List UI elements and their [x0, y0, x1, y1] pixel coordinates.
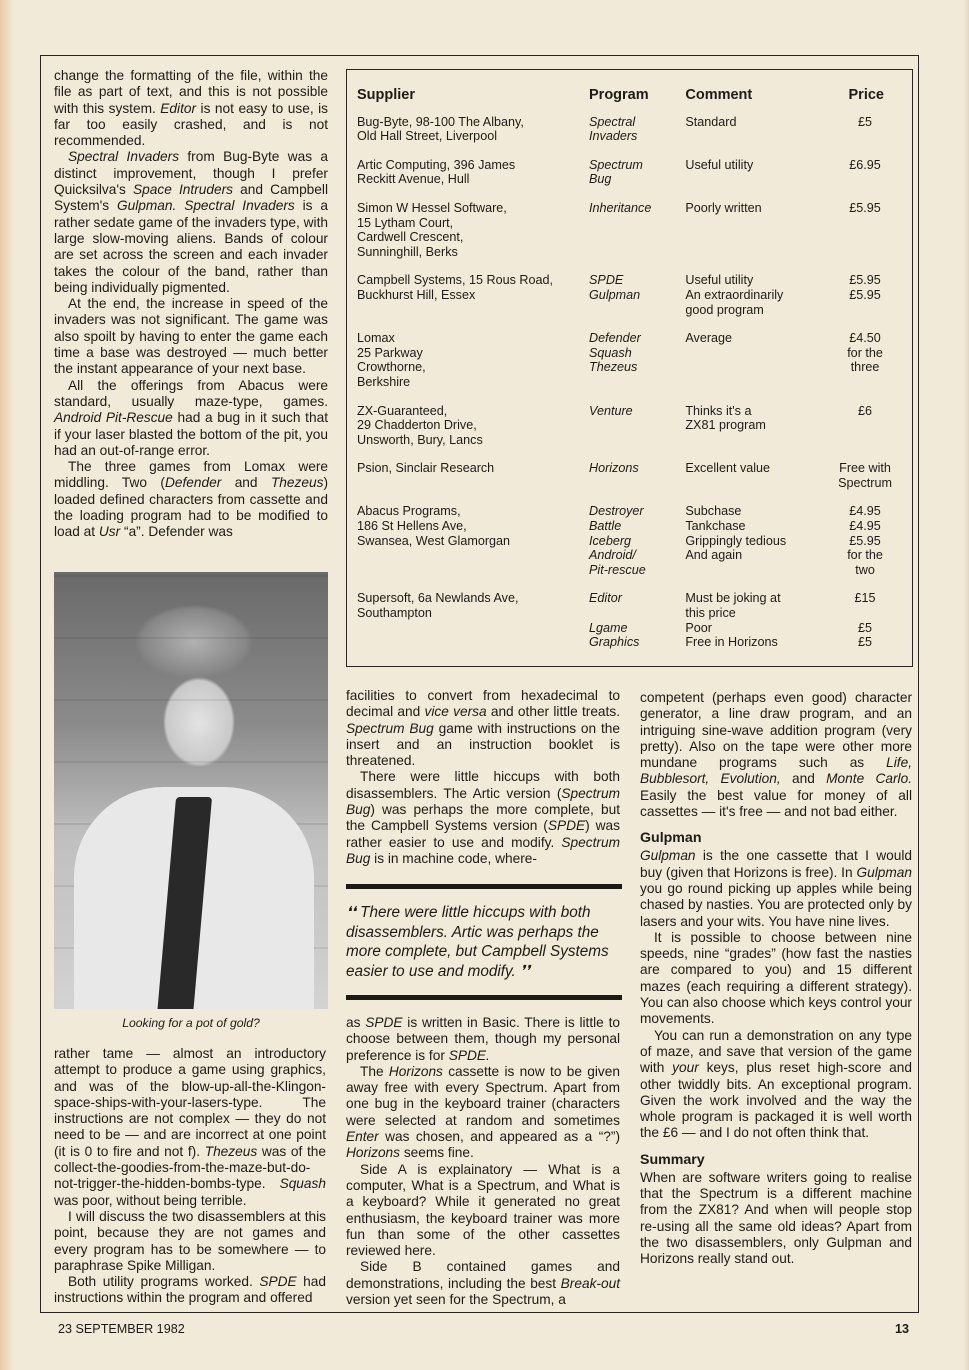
cell-program: Defender Squash Thezeus: [589, 331, 641, 375]
paragraph-text: ) was rather easier to use and modify.: [346, 818, 621, 850]
paragraph-text: Easily the best value for money of all cassettes — it's free — and not bad either.: [640, 787, 912, 820]
paragraph-text: seems fine.: [400, 1145, 474, 1161]
cell-price: £6.95: [849, 157, 881, 172]
header-comment: Comment: [685, 87, 753, 103]
paragraph-text: game with instructions on the insert and an instruction booklet is threatened.: [346, 720, 620, 769]
italic-text: Horizons: [346, 1145, 401, 1161]
cell-comment: Useful utility: [685, 157, 754, 172]
cell-price: £6: [858, 403, 873, 418]
italic-text: Squash: [279, 1176, 326, 1192]
cell-price: £5.95 £5.95: [849, 273, 881, 302]
italic-text: Gulpman.: [116, 198, 177, 214]
italic-text: Spectrum Bug: [346, 785, 620, 818]
cell-supplier: ZX-Guaranteed, 29 Chadderton Drive, Unsworth, Bury, Lancs: [357, 403, 483, 447]
article-paragraph: [346, 688, 620, 769]
cell-supplier: Psion, Sinclair Research: [357, 461, 495, 476]
paragraph-text: and other little treats.: [486, 704, 620, 720]
paragraph-text: is a rather sedate game of the invaders type, with large slow-moving aliens. Bands of colour are set across the screen and each invader takes the colour of the band, rather than being individually pigmented.: [54, 198, 328, 295]
paragraph-text: At the end, the increase in speed of the invaders was not significant. The game was also spoilt by having to enter the game each time a base was destroyed — much better the instant appearance of your next base.: [54, 296, 328, 377]
article-paragraph: [346, 1064, 620, 1162]
italic-text: Spectral Invaders: [184, 198, 295, 214]
cell-comment: Standard: [685, 114, 737, 129]
table-row: [357, 115, 892, 158]
right-block-3: [640, 1170, 912, 1268]
paragraph-text: was of the collect-the-goodies-from-the-maze-but-do-not-trigger-the-hidden-bombs-type.: [54, 1143, 326, 1192]
table-row: [357, 504, 892, 591]
page-number: 13: [895, 1322, 910, 1336]
table-row: [357, 273, 892, 331]
table-row: [357, 158, 892, 201]
italic-text: Gulpman: [856, 864, 912, 880]
photo-caption: Looking for a pot of gold?: [122, 1016, 260, 1030]
supplier-table-box: [346, 69, 913, 667]
paragraph-text: and: [780, 771, 827, 787]
cell-supplier: Campbell Systems, 15 Rous Road, Buckhurst Hill, Essex: [357, 273, 553, 302]
italic-text: SPDE: [365, 1015, 403, 1030]
cell-comment: Must be joking at this price Poor Free in Horizons: [685, 591, 781, 650]
article-paragraph: [640, 690, 912, 820]
italic-text: Android Pit-Rescue: [54, 410, 173, 426]
paragraph-text: The three games from Lomax were middling. Two (: [54, 459, 328, 491]
paragraph-text: facilities to convert from hexadecimal to decimal and: [346, 688, 620, 720]
italic-text: Editor: [160, 100, 197, 116]
article-column-middle-top: [346, 688, 620, 867]
heading-summary: Summary: [640, 1151, 705, 1168]
cell-price: £15 £5 £5: [854, 591, 876, 650]
paragraph-text: Both utility programs worked.: [68, 1274, 260, 1290]
paragraph-text: Side B contained games and demonstrations, including the best: [346, 1259, 620, 1291]
italic-text: Spectrum Bug: [346, 834, 620, 866]
header-supplier: Supplier: [357, 87, 416, 103]
article-paragraph: [346, 1015, 620, 1064]
paragraph-text: Side A is explainatory — What is a computer, What is a Spectrum, and What is a keyboard? While it generated no great enthusiasm, the keyboard trainer was more fun than some of the other cassettes reviewed here.: [346, 1161, 620, 1259]
right-block-1: [640, 690, 912, 820]
article-paragraph: [640, 930, 912, 1028]
article-paragraph: [640, 1170, 912, 1268]
article-column-left-bottom: [54, 1046, 326, 1307]
cell-price: £5: [858, 114, 873, 129]
article-paragraph: [54, 1274, 326, 1307]
article-paragraph: [54, 296, 328, 377]
paragraph-text: was chosen, and appeared as a “?”): [378, 1129, 620, 1145]
page-edge: [0, 0, 14, 1370]
cell-supplier: Artic Computing, 396 James Reckitt Avenue, Hull: [357, 157, 516, 187]
cell-program: SPDE Gulpman: [589, 273, 641, 302]
paragraph-text: is in machine code, where-: [370, 850, 537, 866]
article-paragraph: [346, 769, 620, 867]
header-price: Price: [848, 87, 884, 103]
italic-text: SPDE.: [448, 1047, 490, 1063]
cell-comment: Average: [685, 331, 733, 346]
cell-price: £4.95 £4.95 £5.95 for the two: [847, 504, 883, 577]
paragraph-text: and: [221, 475, 271, 491]
pull-quote: ❛❛ There were little hiccups with both disassemblers. Artic was perhaps the more complete, but Campbell Systems easier to use and modify. ❜❜: [346, 884, 622, 1000]
paragraph-text: [176, 198, 184, 213]
paragraph-text: change the formatting of the file, within the file as part of text, and this is not possible with this system.: [54, 68, 328, 116]
paragraph-text: you go round picking up apples while being chased by nasties. You are protected only by lasers and your wits. You have nine lives.: [640, 880, 912, 929]
article-paragraph: [54, 1209, 326, 1274]
cell-price: £5.95: [849, 200, 881, 215]
cell-comment: Excellent value: [685, 461, 771, 476]
italic-text: Monte Carlo.: [826, 771, 913, 787]
table-row: [357, 461, 892, 504]
cell-supplier: Supersoft, 6a Newlands Ave, Southampton: [357, 591, 519, 621]
author-photo: [54, 572, 328, 1009]
paragraph-text: is not easy to use, is far too easily crashed, and is not recommended.: [54, 100, 329, 149]
article-paragraph: [54, 459, 328, 540]
article-paragraph: [346, 1162, 620, 1260]
paragraph-text: is written in Basic. There is little to choose between them, though my personal preference is for: [346, 1015, 620, 1063]
paragraph-text: version yet seen for the Spectrum, a: [346, 1292, 566, 1308]
cell-comment: Thinks it's a ZX81 program: [685, 403, 766, 433]
cell-program: Spectral Invaders: [589, 114, 638, 144]
paragraph-text: It is possible to choose between nine speeds, nine “grades” (how fast the nasties are compared to you) and 15 different mazes (each requiring a different strategy). You can also choose which keys control your movements.: [640, 929, 912, 1027]
paragraph-text: was poor, without being terrible.: [54, 1192, 247, 1208]
right-block-2: [640, 848, 912, 1141]
page-edge: [963, 0, 969, 1370]
article-column-right: [640, 690, 912, 1268]
cell-comment: Subchase Tankchase Grippingly tedious And again: [685, 504, 787, 563]
article-paragraph: [346, 1259, 620, 1308]
cell-supplier: Bug-Byte, 98-100 The Albany, Old Hall Street, Liverpool: [357, 114, 524, 144]
table-row: [357, 404, 892, 462]
cell-price: Free with Spectrum: [838, 461, 892, 490]
table-header-row: [357, 84, 892, 115]
paragraph-text: ) was perhaps the more complete, but the Campbell Systems version (: [346, 802, 620, 834]
header-program: Program: [589, 87, 649, 103]
cell-comment: Poorly written: [685, 200, 762, 215]
article-paragraph: [640, 1028, 912, 1142]
italic-text: your: [672, 1060, 699, 1076]
cell-supplier: Lomax 25 Parkway Crowthorne, Berkshire: [357, 331, 426, 389]
table-row: [357, 591, 892, 663]
article-paragraph: [54, 378, 328, 459]
paragraph-text: had a bug in it such that if your laser blasted the bottom of the pit, you had an out-of-range error.: [54, 410, 328, 458]
italic-text: Horizons: [388, 1063, 443, 1079]
cell-program: Venture: [589, 403, 633, 418]
italic-text: Spectral Invaders: [68, 149, 180, 165]
table-row: [357, 201, 892, 273]
italic-text: Break-out: [560, 1275, 620, 1291]
paragraph-text: is the one cassette that I would buy (given that Horizons is free). In: [640, 848, 912, 880]
italic-text: Spectrum Bug: [346, 720, 434, 736]
cell-program: Editor Lgame Graphics: [589, 591, 640, 650]
italic-text: SPDE: [259, 1274, 297, 1290]
cell-program: Horizons: [589, 461, 639, 476]
paragraph-text: I will discuss the two disassemblers at this point, because they are not games and every program has to be somewhere — to paraphrase Spike Milligan.: [54, 1208, 326, 1273]
paragraph-text: cassette is now to be given away free with every Spectrum. Apart from one bug in the keyboard trainer (characters were selected at random and sometimes: [346, 1063, 620, 1128]
italic-text: Space Intruders: [133, 182, 233, 198]
paragraph-text: had instructions within the program and offered: [54, 1274, 327, 1306]
heading-gulpman: Gulpman: [640, 830, 702, 847]
article-paragraph: [54, 1046, 326, 1209]
italic-text: Usr: [98, 524, 121, 540]
cell-supplier: Abacus Programs, 186 St Hellens Ave, Swansea, West Glamorgan: [357, 504, 511, 548]
italic-text: Thezeus: [204, 1143, 258, 1159]
paragraph-text: The: [360, 1063, 389, 1079]
paragraph-text: All the offerings from Abacus were standard, usually maze-type, games.: [54, 377, 328, 409]
supplier-table: [357, 84, 892, 664]
article-paragraph: [640, 848, 912, 929]
italic-text: vice versa: [424, 704, 487, 720]
paragraph-text: as: [346, 1015, 366, 1030]
italic-text: SPDE: [547, 818, 586, 834]
cell-program: Spectrum Bug: [589, 157, 643, 187]
footer-date: 23 SEPTEMBER 1982: [58, 1322, 185, 1336]
paragraph-text: competent (perhaps even good) character generator, a line draw program, and an intriguing sine-wave addition program (very pretty). Also on the tape were other more mundane programs such as: [640, 690, 912, 771]
table-body: [357, 115, 892, 664]
cell-supplier: Simon W Hessel Software, 15 Lytham Court, Cardwell Crescent, Sunninghill, Berks: [357, 200, 507, 259]
article-column-left-top: [54, 68, 328, 541]
paragraph-text: “a”. Defender was: [120, 524, 233, 540]
paragraph-text: There were little hiccups with both disassemblers. The Artic version (: [346, 769, 620, 801]
cell-program: Inheritance: [589, 200, 652, 215]
paragraph-text: from Bug-Byte was a distinct improvement, though I prefer Quicksilva's: [54, 149, 328, 198]
paragraph-text: rather tame — almost an introductory attempt to produce a game using graphics, and was of the blow-up-all-the-Klingon-space-ships-with-your-lasers-type. The instructions are not complex — they do not need to be — and are incorrect at one point (it is 0 to fire and not f).: [54, 1046, 326, 1159]
article-paragraph: [54, 149, 328, 296]
italic-text: Enter: [346, 1129, 379, 1145]
article-paragraph: [54, 68, 328, 149]
paragraph-text: When are software writers going to realise that the Spectrum is a different machine from the ZX81? And when will people stop re-using all the same old ideas? Apart from the two disassemblers, only Gulpman and Horizons really stand out.: [640, 1169, 912, 1267]
paragraph-text: ) loaded defined characters from cassette and the loading program had to be modified to load at: [54, 475, 328, 540]
cell-program: Destroyer Battle Iceberg Android/ Pit-rescue: [589, 504, 646, 577]
paragraph-text: and Campbell System's: [54, 182, 328, 214]
paragraph-text: You can run a demonstration on any type of maze, and save that version of the game with: [640, 1027, 912, 1076]
cell-comment: Useful utility An extraordinarily good program: [685, 273, 784, 317]
italic-text: Gulpman: [640, 848, 696, 864]
italic-text: Thezeus: [270, 475, 324, 491]
paragraph-text: keys, plus reset high-score and other twiddly bits. An exceptional program. Given the work involved and the way the whole program is packaged it is well worth the £6 — and I do not often think that.: [640, 1060, 912, 1141]
italic-text: Life, Bubblesort, Evolution,: [640, 755, 912, 787]
italic-text: Defender: [164, 475, 222, 491]
cell-price: £4.50 for the three: [847, 331, 883, 375]
article-column-middle-bottom: [346, 1015, 620, 1308]
table-row: [357, 331, 892, 403]
